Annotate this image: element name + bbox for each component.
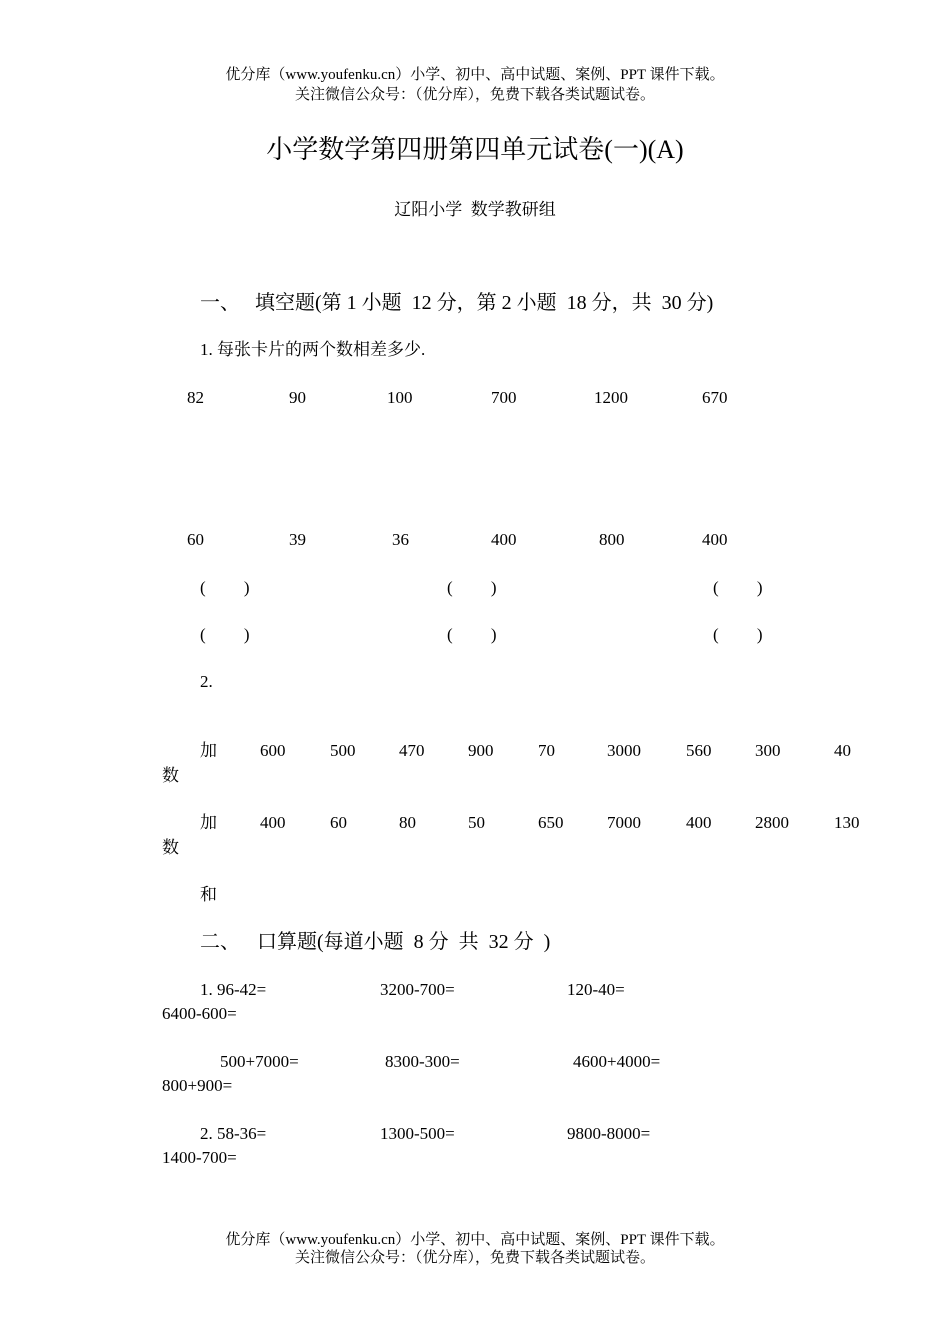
addend-1-cell: 40 <box>834 741 851 760</box>
card-top-number: 1200 <box>594 388 628 407</box>
arithmetic-problem: 120-40= <box>567 980 625 999</box>
addend-1-cell: 300 <box>755 741 781 760</box>
arithmetic-problem: 1. 96-42= <box>200 980 267 999</box>
card-top-number: 700 <box>491 388 517 407</box>
card-bottom-number: 400 <box>702 530 728 549</box>
card-bottom-number: 400 <box>491 530 517 549</box>
answer-blank: ( ) <box>447 625 497 644</box>
addend-2-cell: 130 <box>834 813 860 832</box>
addend-1-cell: 3000 <box>607 741 641 760</box>
header-line-2: 关注微信公众号：（优分库），免费下载各类试题试卷。 <box>294 87 655 103</box>
card-bottom-number: 39 <box>289 530 306 549</box>
section1-heading: 填空题(第 1 小题 12 分，第 2 小题 18 分，共 30 分) <box>255 292 714 314</box>
addend-1-cell: 470 <box>399 741 425 760</box>
page-subtitle: 辽阳小学 数学教研组 <box>394 200 556 219</box>
answer-blank: ( ) <box>200 578 250 597</box>
footer-line-1: 优分库（www.youfenku.cn）小学、初中、高中试题、案例、PPT 课件下载。 <box>225 1232 725 1248</box>
card-top-number: 90 <box>289 388 306 407</box>
addend-label-bottom: 数 <box>162 838 179 857</box>
arithmetic-problem: 6400-600= <box>162 1004 237 1023</box>
addend-2-cell: 400 <box>686 813 712 832</box>
card-top-number: 100 <box>387 388 413 407</box>
arithmetic-problem: 2. 58-36= <box>200 1124 267 1143</box>
card-bottom-number: 60 <box>187 530 204 549</box>
addend-label-bottom: 数 <box>162 766 179 785</box>
arithmetic-problem: 4600+4000= <box>573 1052 661 1071</box>
arithmetic-problem: 8300-300= <box>385 1052 460 1071</box>
arithmetic-problem: 1300-500= <box>380 1124 455 1143</box>
arithmetic-problem: 500+7000= <box>220 1052 299 1071</box>
addend-label-top: 加 <box>200 813 217 832</box>
section2-number: 二、 <box>200 931 240 953</box>
card-top-number: 82 <box>187 388 204 407</box>
q1-prompt: 1. 每张卡片的两个数相差多少. <box>200 340 426 359</box>
answer-blank: ( ) <box>200 625 250 644</box>
card-top-number: 670 <box>702 388 728 407</box>
addend-1-cell: 900 <box>468 741 494 760</box>
answer-blank: ( ) <box>447 578 497 597</box>
addend-2-cell: 7000 <box>607 813 641 832</box>
card-bottom-number: 800 <box>599 530 625 549</box>
addend-1-cell: 500 <box>330 741 356 760</box>
section1-number: 一、 <box>200 292 240 314</box>
arithmetic-problem: 9800-8000= <box>567 1124 651 1143</box>
addend-1-cell: 600 <box>260 741 286 760</box>
arithmetic-problem: 3200-700= <box>380 980 455 999</box>
addend-2-cell: 60 <box>330 813 347 832</box>
page-title: 小学数学第四册第四单元试卷(一)(A) <box>266 135 684 164</box>
footer-line-2: 关注微信公众号：（优分库），免费下载各类试题试卷。 <box>294 1250 655 1266</box>
sum-label: 和 <box>200 885 217 904</box>
arithmetic-problem: 800+900= <box>162 1076 233 1095</box>
addend-2-cell: 2800 <box>755 813 789 832</box>
answer-blank: ( ) <box>713 625 763 644</box>
answer-blank: ( ) <box>713 578 763 597</box>
addend-2-cell: 400 <box>260 813 286 832</box>
card-bottom-number: 36 <box>392 530 409 549</box>
arithmetic-problem: 1400-700= <box>162 1148 237 1167</box>
addend-2-cell: 50 <box>468 813 485 832</box>
addend-1-cell: 70 <box>538 741 555 760</box>
addend-1-cell: 560 <box>686 741 712 760</box>
addend-2-cell: 650 <box>538 813 564 832</box>
section2-heading: 口算题(每道小题 8 分 共 32 分 ) <box>257 931 551 953</box>
q2-label: 2. <box>200 672 213 691</box>
header-line-1: 优分库（www.youfenku.cn）小学、初中、高中试题、案例、PPT 课件下载。 <box>225 67 725 83</box>
addend-2-cell: 80 <box>399 813 416 832</box>
addend-label-top: 加 <box>200 741 217 760</box>
